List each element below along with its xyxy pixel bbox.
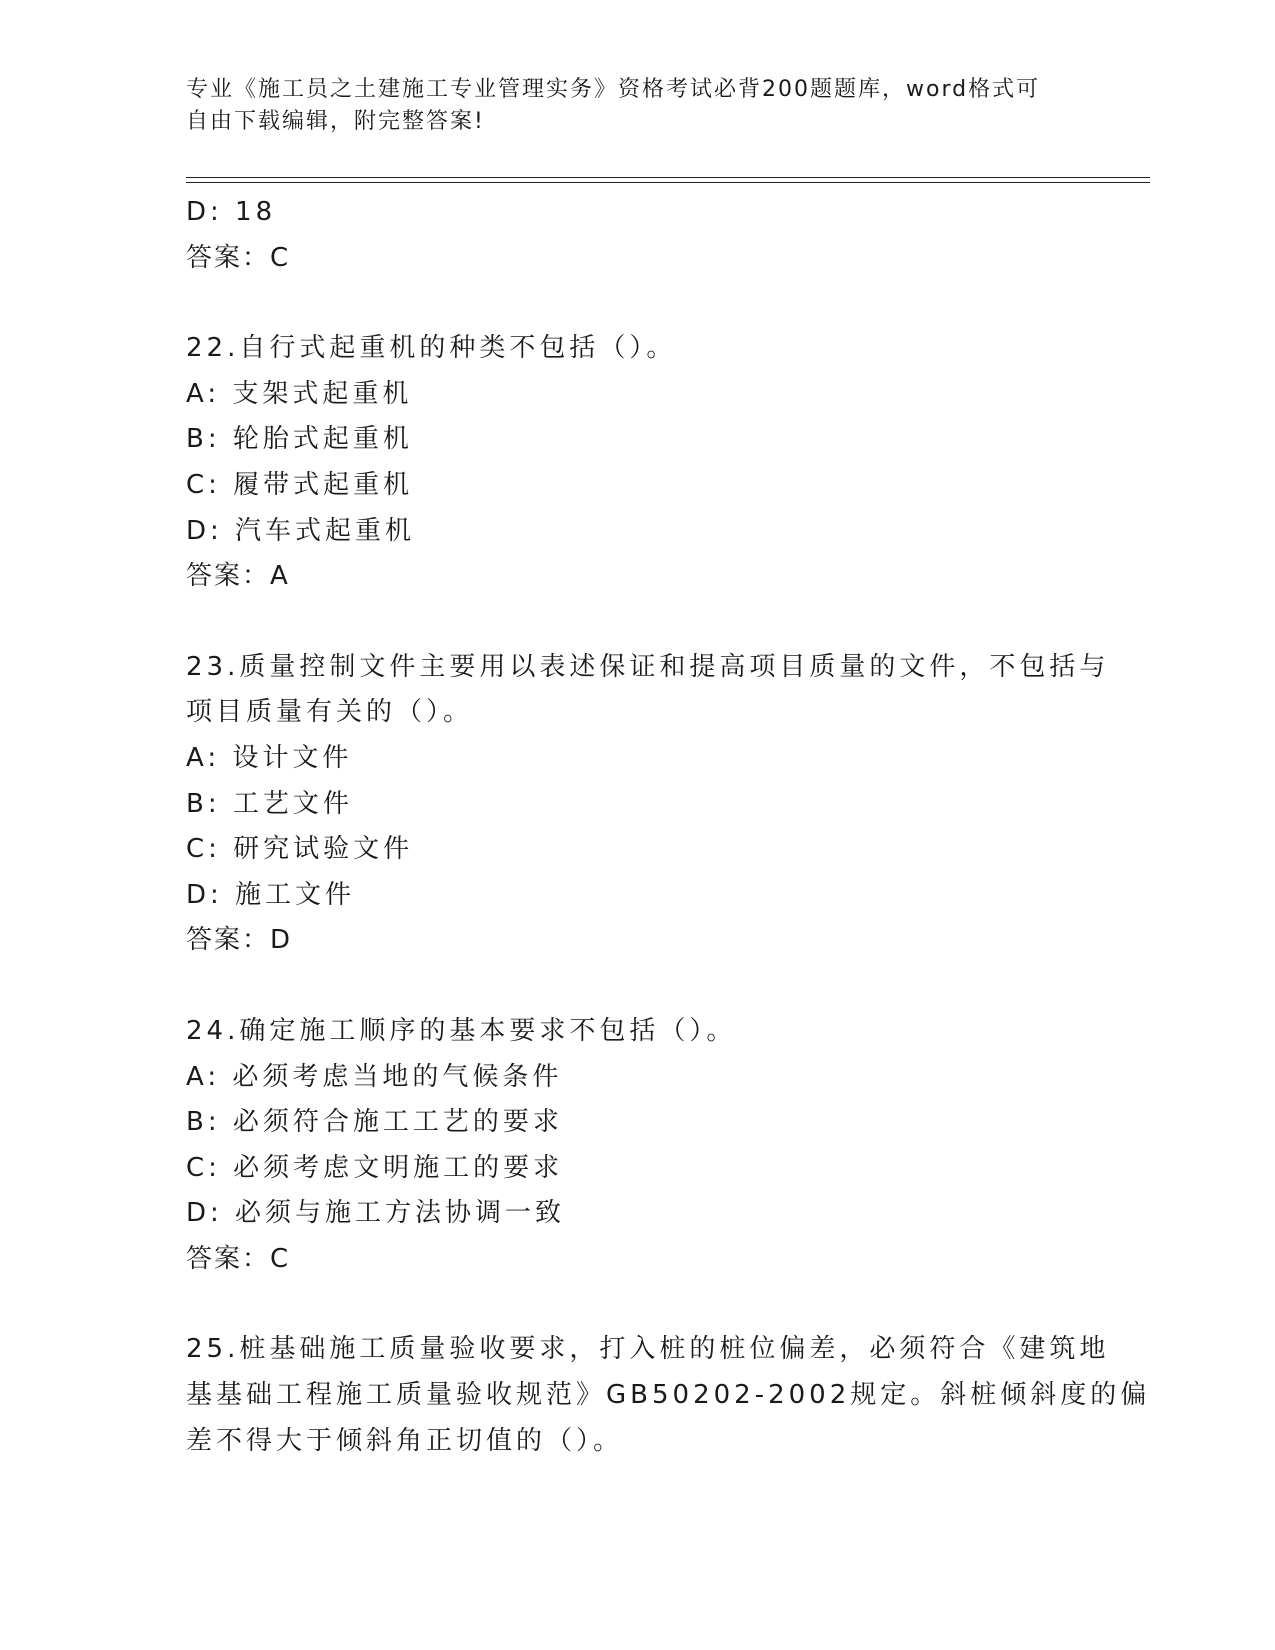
spacer: [186, 281, 1086, 326]
option-d: D: 汽车式起重机: [186, 515, 416, 546]
header-divider: [186, 177, 1150, 183]
question-stem-continued: 差不得大于倾斜角正切值的（）。: [186, 1425, 624, 1456]
question-stem-continued: 项目质量有关的（）。: [186, 697, 474, 728]
previous-question-tail: [186, 190, 1086, 281]
question-stem: 24.确定施工顺序的基本要求不包括（）。: [186, 1015, 737, 1046]
spacer: [186, 600, 1086, 645]
option-b: B: 工艺文件: [186, 788, 353, 819]
question-stem-continued: 基基础工程施工质量验收规范》GB50202-2002规定。斜桩倾斜度的偏: [186, 1380, 1151, 1411]
option-d: D: 施工文件: [186, 879, 356, 910]
question-list: [186, 190, 1151, 1464]
answer: 答案：D: [186, 925, 293, 956]
option-a: A: 必须考虑当地的气候条件: [186, 1061, 563, 1092]
option-d: D: 18: [186, 197, 277, 227]
header-title-line-2: 自由下载编辑，附完整答案!: [186, 109, 485, 134]
question-23: [186, 645, 1110, 964]
question-24: [186, 1009, 1086, 1283]
question-22: [186, 326, 1086, 600]
answer: 答案：C: [186, 242, 291, 273]
option-c: C: 必须考虑文明施工的要求: [186, 1152, 564, 1183]
question-stem: 22.自行式起重机的种类不包括（）。: [186, 333, 677, 364]
answer: 答案：A: [186, 561, 290, 592]
spacer: [186, 964, 1086, 1009]
option-d: D: 必须与施工方法协调一致: [186, 1198, 566, 1229]
option-c: C: 研究试验文件: [186, 834, 414, 865]
option-c: C: 履带式起重机: [186, 469, 414, 500]
spacer: [186, 1282, 1086, 1327]
option-b: B: 轮胎式起重机: [186, 424, 413, 455]
question-stem: 25.桩基础施工质量验收要求，打入桩的桩位偏差，必须符合《建筑地: [186, 1334, 1110, 1365]
question-25: [186, 1327, 1151, 1464]
question-stem: 23.质量控制文件主要用以表述保证和提高项目质量的文件，不包括与: [186, 651, 1110, 682]
header-title-line-1: 专业《施工员之土建施工专业管理实务》资格考试必背200题题库，word格式可: [186, 77, 1041, 102]
option-a: A: 设计文件: [186, 742, 353, 773]
page-header: [186, 74, 1086, 138]
answer: 答案：C: [186, 1243, 291, 1274]
option-b: B: 必须符合施工工艺的要求: [186, 1107, 563, 1138]
option-a: A: 支架式起重机: [186, 378, 413, 409]
